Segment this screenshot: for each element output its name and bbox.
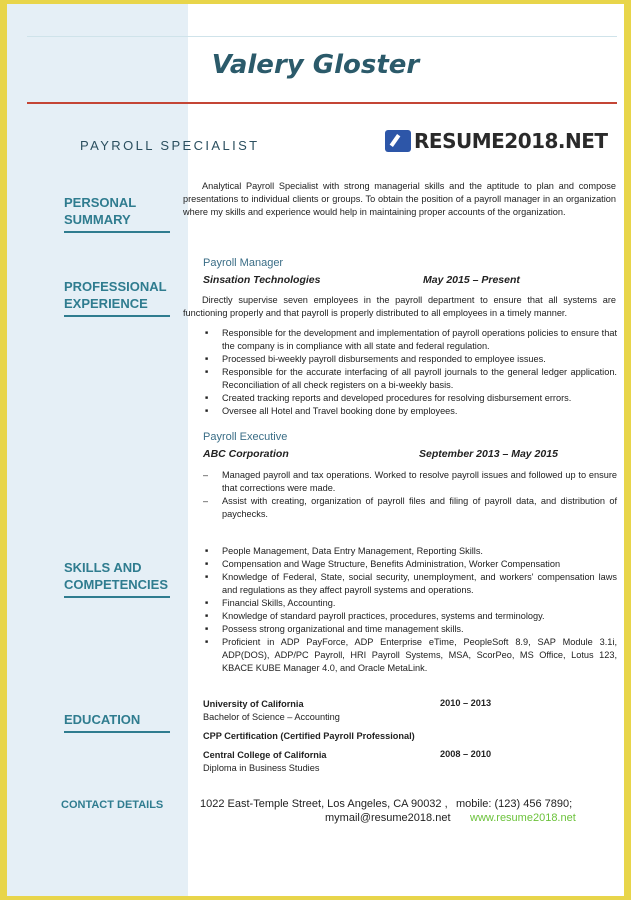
pencil-icon — [385, 130, 411, 152]
degree: Bachelor of Science – Accounting — [203, 712, 340, 722]
list-item: – Managed payroll and tax operations. Worked to resolve payroll issues and followed up to ensure that corrections were made. — [203, 469, 617, 495]
job-2-company: ABC Corporation — [203, 448, 289, 460]
list-item: ■ Knowledge of Federal, State, social security, unemployment, and workers' compensation laws and regulations as they affect payroll systems and operations. — [203, 571, 617, 597]
contact-email[interactable]: mymail@resume2018.net — [325, 812, 451, 824]
section-label-line: EXPERIENCE — [64, 296, 148, 311]
list-item: ■ Financial Skills, Accounting. — [203, 597, 617, 610]
section-label-summary — [64, 194, 170, 233]
list-item: ■ Responsible for the accurate interfacing of all payroll journals to the general ledger application. Reconciliation of all check registers on a bi-weekly basis. — [203, 366, 617, 392]
degree: Diploma in Business Studies — [203, 763, 320, 773]
name-underline — [27, 102, 617, 104]
education-1-years: 2010 – 2013 — [440, 698, 492, 708]
candidate-name: Valery Gloster — [211, 50, 420, 80]
list-item: ■ Oversee all Hotel and Travel booking done by employees. — [203, 405, 617, 418]
section-underline — [64, 596, 170, 598]
logo-text: RESUME2018.NET — [414, 129, 608, 153]
section-label-line: COMPETENCIES — [64, 577, 169, 592]
section-label-skills — [64, 559, 170, 598]
section-label-line: PERSONAL — [64, 195, 137, 210]
job-2-dates: September 2013 – May 2015 — [419, 448, 558, 460]
section-underline — [64, 315, 170, 317]
contact-website[interactable]: www.resume2018.net — [470, 812, 576, 824]
top-divider — [27, 36, 617, 37]
education-3 — [203, 749, 327, 775]
job-2-title: Payroll Executive — [203, 431, 288, 443]
education-3-years: 2008 – 2010 — [440, 749, 492, 759]
job-1-bullets — [203, 327, 617, 418]
summary-text: Analytical Payroll Specialist with strong managerial skills and the aptitude to plan and compose presentations to individual clients or groups. To obtain the position of a payroll manager in an organization where my skills and experience would help in maintaining proper accounts of the organization. — [183, 181, 616, 217]
section-underline — [64, 731, 170, 733]
school-name: Central College of California — [203, 750, 327, 760]
contact-address: 1022 East-Temple Street, Los Angeles, CA 90032 , — [200, 798, 448, 810]
section-underline — [64, 231, 170, 233]
section-label-line: PROFESSIONAL — [64, 279, 167, 294]
section-label-line: SKILLS AND — [64, 560, 142, 575]
list-item: ■ Proficient in ADP PayForce, ADP Enterprise eTime, PeopleSoft 8.9, SAP Module 3.1i, ADP(DOS), ADP/PC Payroll, HRI Payroll Systems, MSA, ScorPeo, MS Office, Lotus 123, KBACE KUBE Manager 4.0, and Oracle MetaLink. — [203, 636, 617, 675]
list-item: ■ Knowledge of standard payroll practices, procedures, systems and terminology. — [203, 610, 617, 623]
list-item: ■ People Management, Data Entry Management, Reporting Skills. — [203, 545, 617, 558]
section-label-education — [64, 711, 170, 733]
job-1-intro: Directly supervise seven employees in the payroll department to ensure that all systems are functioning properly and that payroll is properly distributed to all employees in a timely manner. — [183, 295, 616, 318]
education-2 — [203, 730, 415, 743]
list-item: ■ Created tracking reports and developed procedures for resolving disbursement errors. — [203, 392, 617, 405]
contact-mobile: mobile: (123) 456 7890; — [456, 798, 573, 810]
job-1-title: Payroll Manager — [203, 257, 284, 269]
school-name: University of California — [203, 699, 304, 709]
school-name: CPP Certification (Certified Payroll Professional) — [203, 731, 415, 741]
job-2-bullets — [203, 469, 617, 521]
site-logo[interactable] — [385, 128, 608, 154]
list-item: ■ Responsible for the development and implementation of payroll operations policies to ensure that the company is in compliance with all state and federal regulation. — [203, 327, 617, 353]
section-label-contact: CONTACT DETAILS — [61, 799, 164, 811]
section-label-line: SUMMARY — [64, 212, 131, 227]
job-1-dates: May 2015 – Present — [423, 274, 520, 286]
resume-page — [7, 4, 624, 896]
education-1 — [203, 698, 340, 724]
section-label-experience — [64, 278, 170, 317]
list-item: ■ Processed bi-weekly payroll disbursements and responded to employee issues. — [203, 353, 617, 366]
job-title: PAYROLL SPECIALIST — [80, 138, 260, 153]
list-item: ■ Possess strong organizational and time management skills. — [203, 623, 617, 636]
list-item: ■ Compensation and Wage Structure, Benefits Administration, Worker Compensation — [203, 558, 617, 571]
list-item: – Assist with creating, organization of payroll files and filing of payroll data, and distribution of paychecks. — [203, 495, 617, 521]
job-1-company: Sinsation Technologies — [203, 274, 321, 286]
section-label-line: EDUCATION — [64, 712, 141, 727]
skills-list — [203, 545, 617, 675]
